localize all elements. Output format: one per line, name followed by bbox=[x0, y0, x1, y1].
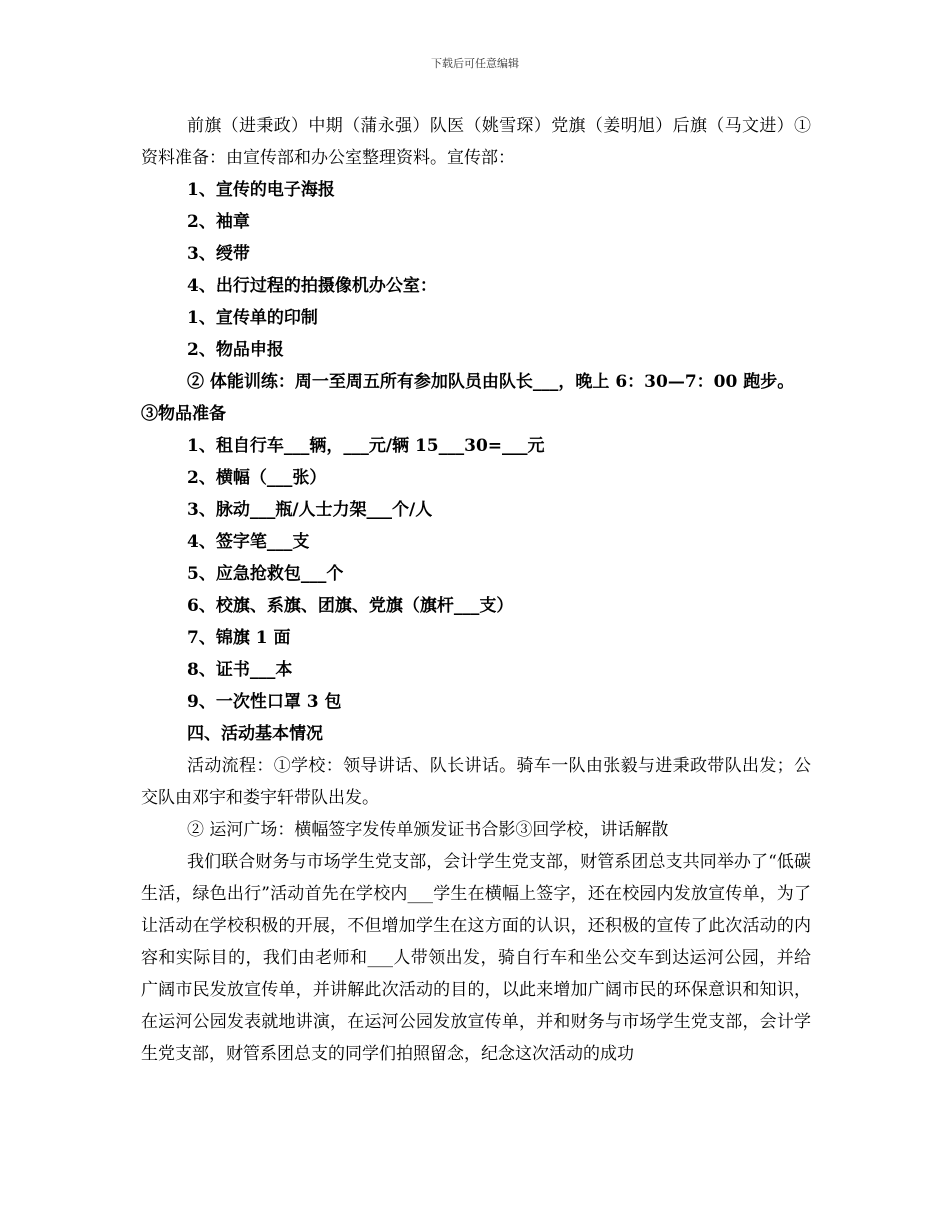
office-item: 1、宣传单的印制 bbox=[187, 308, 318, 328]
publicity-item: 3、绶带 bbox=[187, 244, 250, 264]
intro-paragraph: 前旗（进秉政）中期（蒲永强）队医（姚雪琛）党旗（姜明旭）后旗（马文进）①资料准备：由宣传部和办公室整理资料。宣传部： bbox=[141, 116, 811, 168]
supply-item: 6、校旗、系旗、团旗、党旗（旗杆___支） bbox=[187, 596, 514, 616]
document-body bbox=[141, 110, 811, 1070]
supply-item: 1、租自行车___辆，___元/辆 15___30=___元 bbox=[187, 436, 545, 456]
office-item: 2、物品申报 bbox=[187, 340, 284, 360]
supplies-heading: ③物品准备 bbox=[141, 404, 226, 424]
flow-paragraph: 活动流程：①学校：领导讲话、队长讲话。骑车一队由张毅与进秉政带队出发；公交队由邓宇和娄宇轩带队出发。 bbox=[141, 756, 811, 808]
supply-item: 8、证书___本 bbox=[187, 660, 293, 680]
publicity-item: 1、宣传的电子海报 bbox=[187, 180, 335, 200]
page-header: 下载后可任意编辑 bbox=[431, 57, 519, 70]
training-paragraph: ② 体能训练：周一至周五所有参加队员由队长___，晚上 6：30—7：00 跑步。 bbox=[187, 372, 795, 392]
summary-paragraph: 我们联合财务与市场学生党支部，会计学生党支部，财管系团总支共同举办了“低碳生活，绿色出行”活动首先在学校内___学生在横幅上签字，还在校园内发放宣传单，为了让活动在学校积极的开展，不但增加学生在这方面的认识，还积极的宣传了此次活动的内容和实际目的，我们由老师和___人带领出发，骑自行车和坐公交车到达运河公园，并给广阔市民发放宣传单，并讲解此次活动的目的，以此来增加广阔市民的环保意识和知识，在运河公园发表就地讲演，在运河公园发放宣传单，并和财务与市场学生党支部，会计学生党支部，财管系团总支的同学们拍照留念，纪念这次活动的成功 bbox=[141, 852, 811, 1064]
supply-item: 4、签字笔___支 bbox=[187, 532, 310, 552]
supply-item: 5、应急抢救包___个 bbox=[187, 564, 344, 584]
supply-item: 7、锦旗 1 面 bbox=[187, 628, 291, 648]
section-heading: 四、活动基本情况 bbox=[187, 724, 323, 744]
publicity-item: 4、出行过程的拍摄像机办公室： bbox=[187, 276, 437, 296]
supply-item: 9、一次性口罩 3 包 bbox=[187, 692, 342, 712]
publicity-item: 2、袖章 bbox=[187, 212, 250, 232]
supply-item: 3、脉动___瓶/人士力架___个/人 bbox=[187, 500, 433, 520]
supply-item: 2、横幅（___张） bbox=[187, 468, 327, 488]
flow-paragraph-2: ② 运河广场：横幅签字发传单颁发证书合影③回学校，讲话解散 bbox=[187, 820, 669, 840]
